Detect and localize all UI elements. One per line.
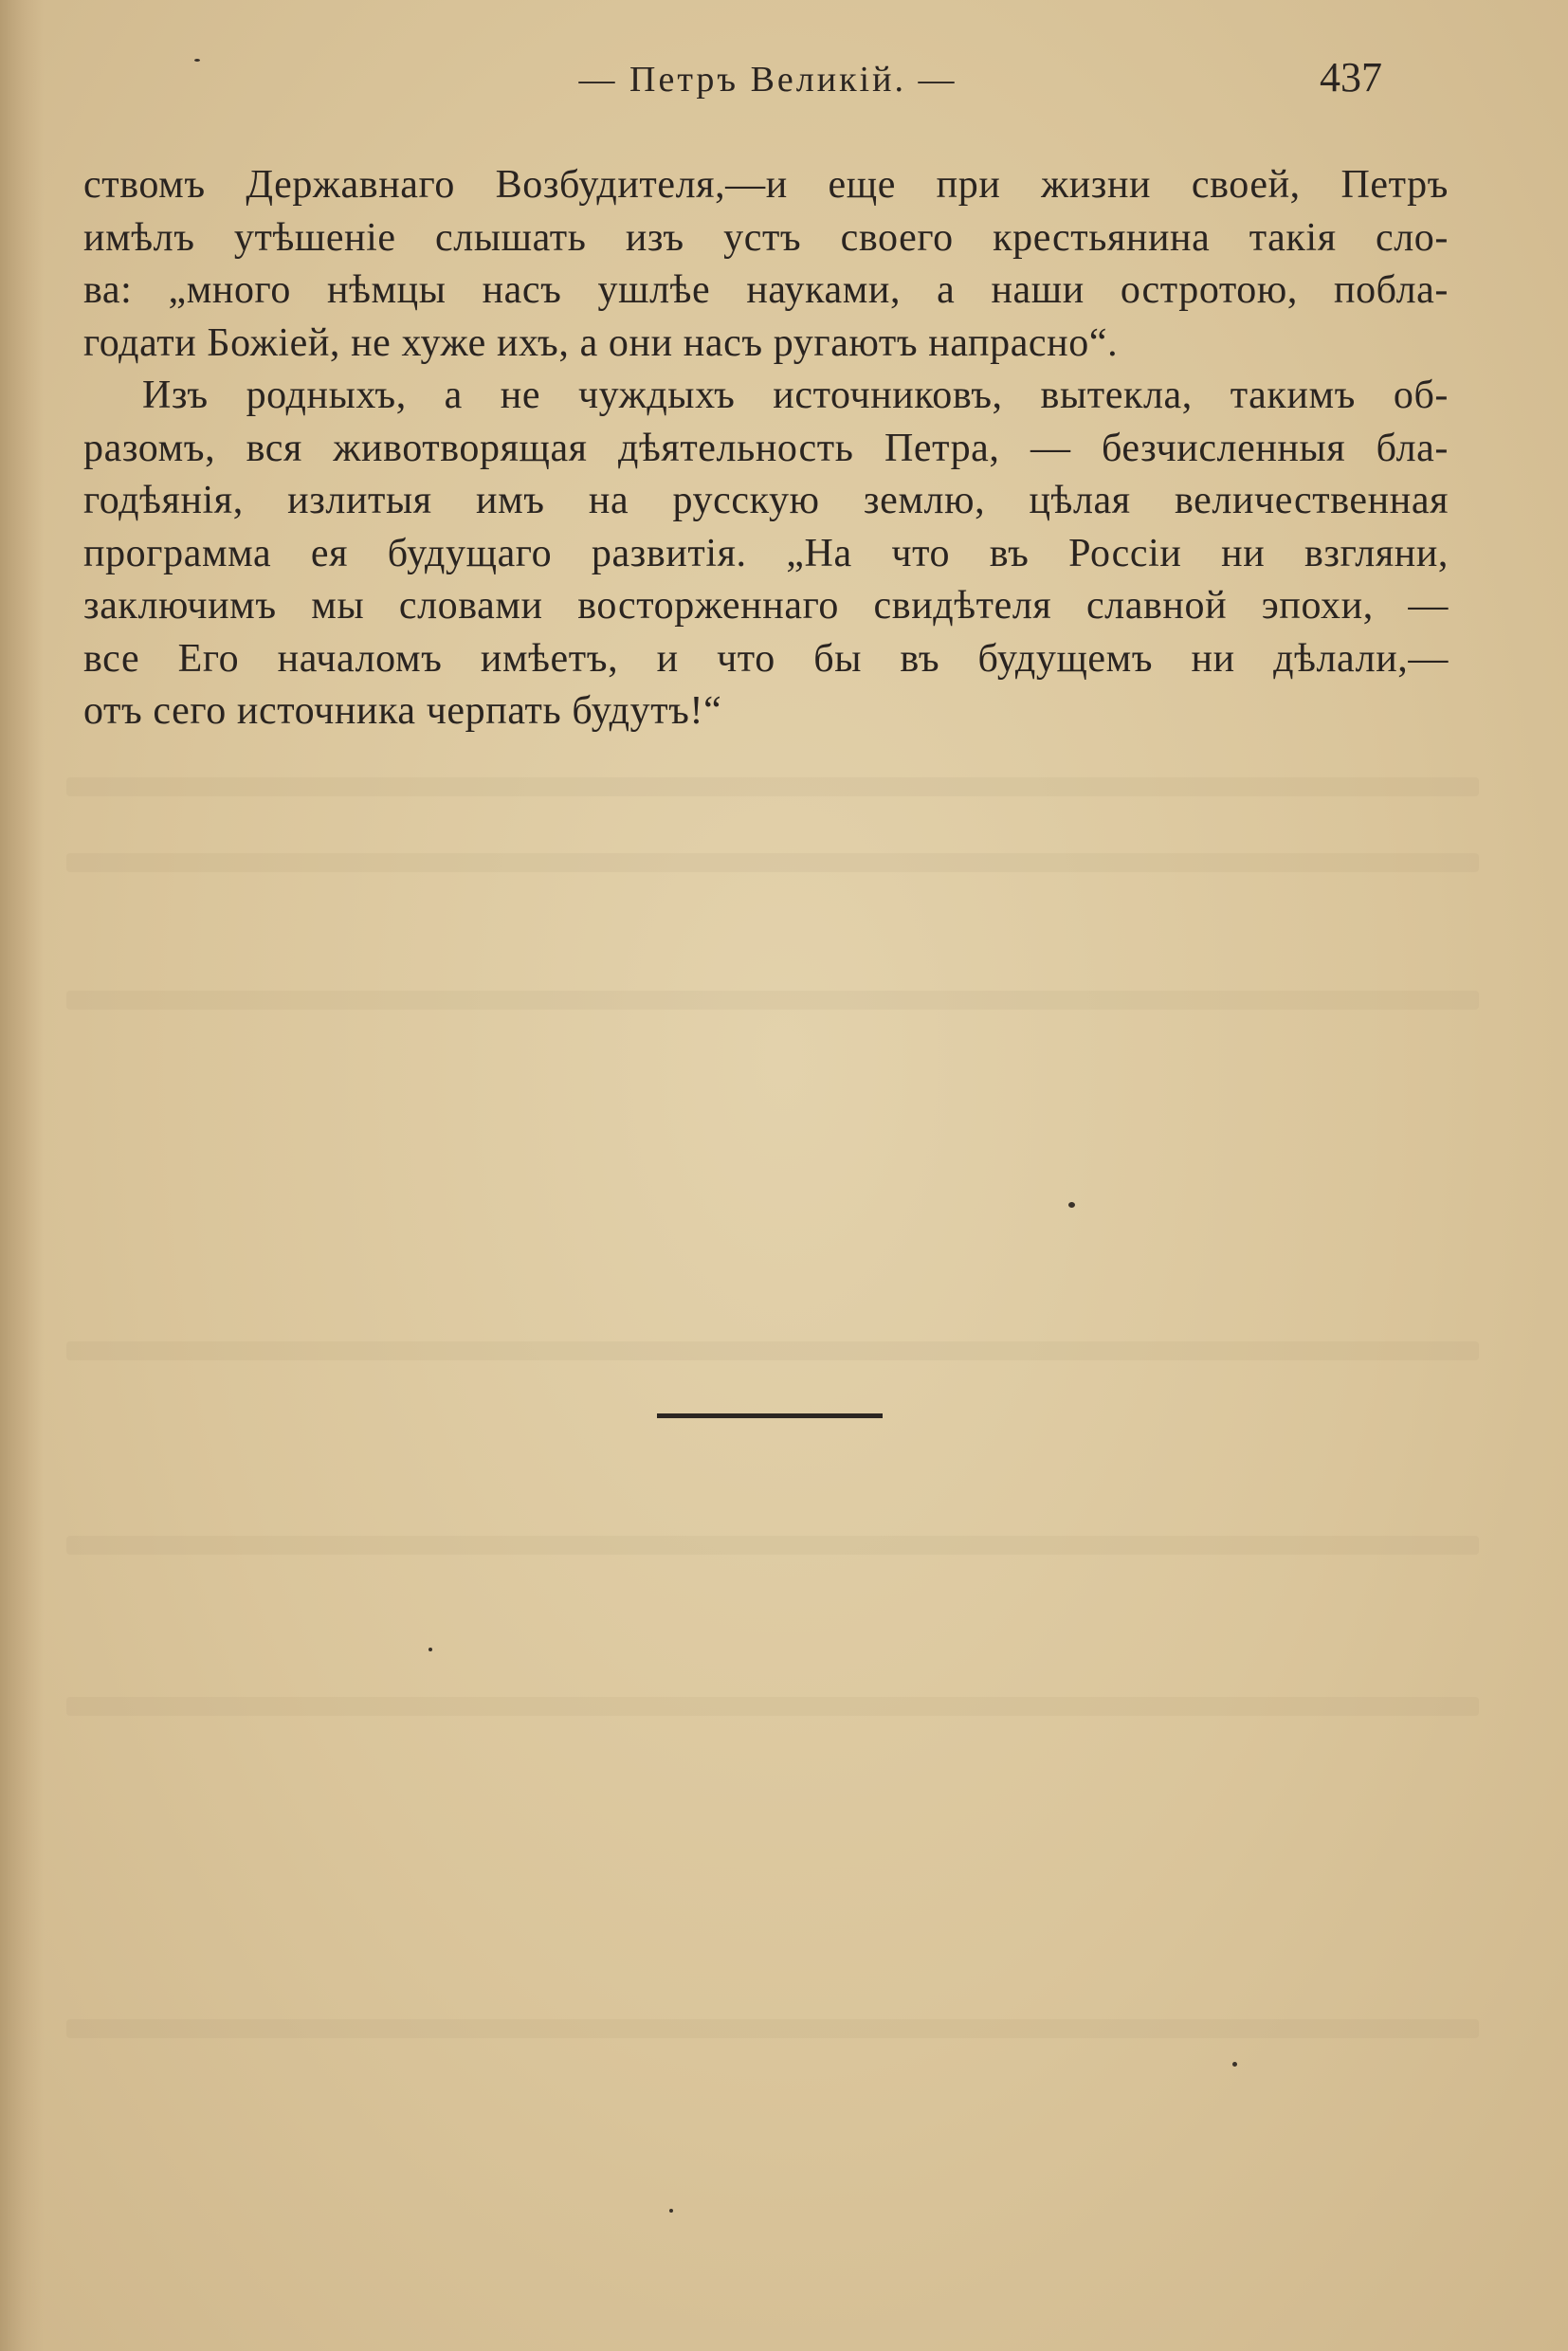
ink-speck xyxy=(194,59,200,62)
show-through-line xyxy=(66,1536,1479,1555)
text-line: все Его началомъ имѣетъ, и что бы въ будущемъ ни дѣлали,— xyxy=(83,636,1449,681)
text-line-paragraph-start: Изъ родныхъ, а не чуждыхъ источниковъ, вытекла, такимъ об- xyxy=(142,374,1449,417)
ink-speck xyxy=(1232,2062,1237,2067)
section-end-rule xyxy=(657,1413,883,1418)
running-head xyxy=(0,53,1568,110)
text-line: разомъ, вся животворящая дѣятельность Петра, — безчисленныя бла- xyxy=(83,426,1449,470)
text-line: отъ сего источника черпать будутъ!“ xyxy=(83,689,722,733)
show-through-line xyxy=(66,1697,1479,1716)
show-through-line xyxy=(66,777,1479,796)
show-through-line xyxy=(66,2019,1479,2038)
text-line: годѣянія, излитыя имъ на русскую землю, цѣлая величественная xyxy=(83,479,1449,522)
page-number: 437 xyxy=(1320,54,1382,100)
show-through-line xyxy=(66,1341,1479,1360)
show-through-line xyxy=(66,991,1479,1010)
running-title: — Петръ Великій. — xyxy=(578,60,957,100)
ink-speck xyxy=(1068,1202,1075,1208)
text-line: программа ея будущаго развитія. „На что въ Россіи ни взгляни, xyxy=(83,531,1449,575)
text-line: ствомъ Державнаго Возбудителя,—и еще при жизни своей, Петръ xyxy=(83,163,1449,207)
text-line: годати Божіей, не хуже ихъ, а они насъ ругаютъ напрасно“. xyxy=(83,320,1119,365)
body-text xyxy=(83,159,1449,738)
ink-speck xyxy=(669,2209,673,2213)
show-through-line xyxy=(66,853,1479,872)
text-line: заключимъ мы словами восторженнаго свидѣтеля славной эпохи, — xyxy=(83,584,1449,628)
text-line: имѣлъ утѣшеніе слышать изъ устъ своего крестьянина такія сло- xyxy=(83,215,1449,260)
ink-speck xyxy=(428,1648,432,1651)
page-gutter-shadow xyxy=(0,0,44,2351)
text-line: ва: „много нѣмцы насъ ушлѣе науками, а наши остротою, побла- xyxy=(83,268,1449,312)
